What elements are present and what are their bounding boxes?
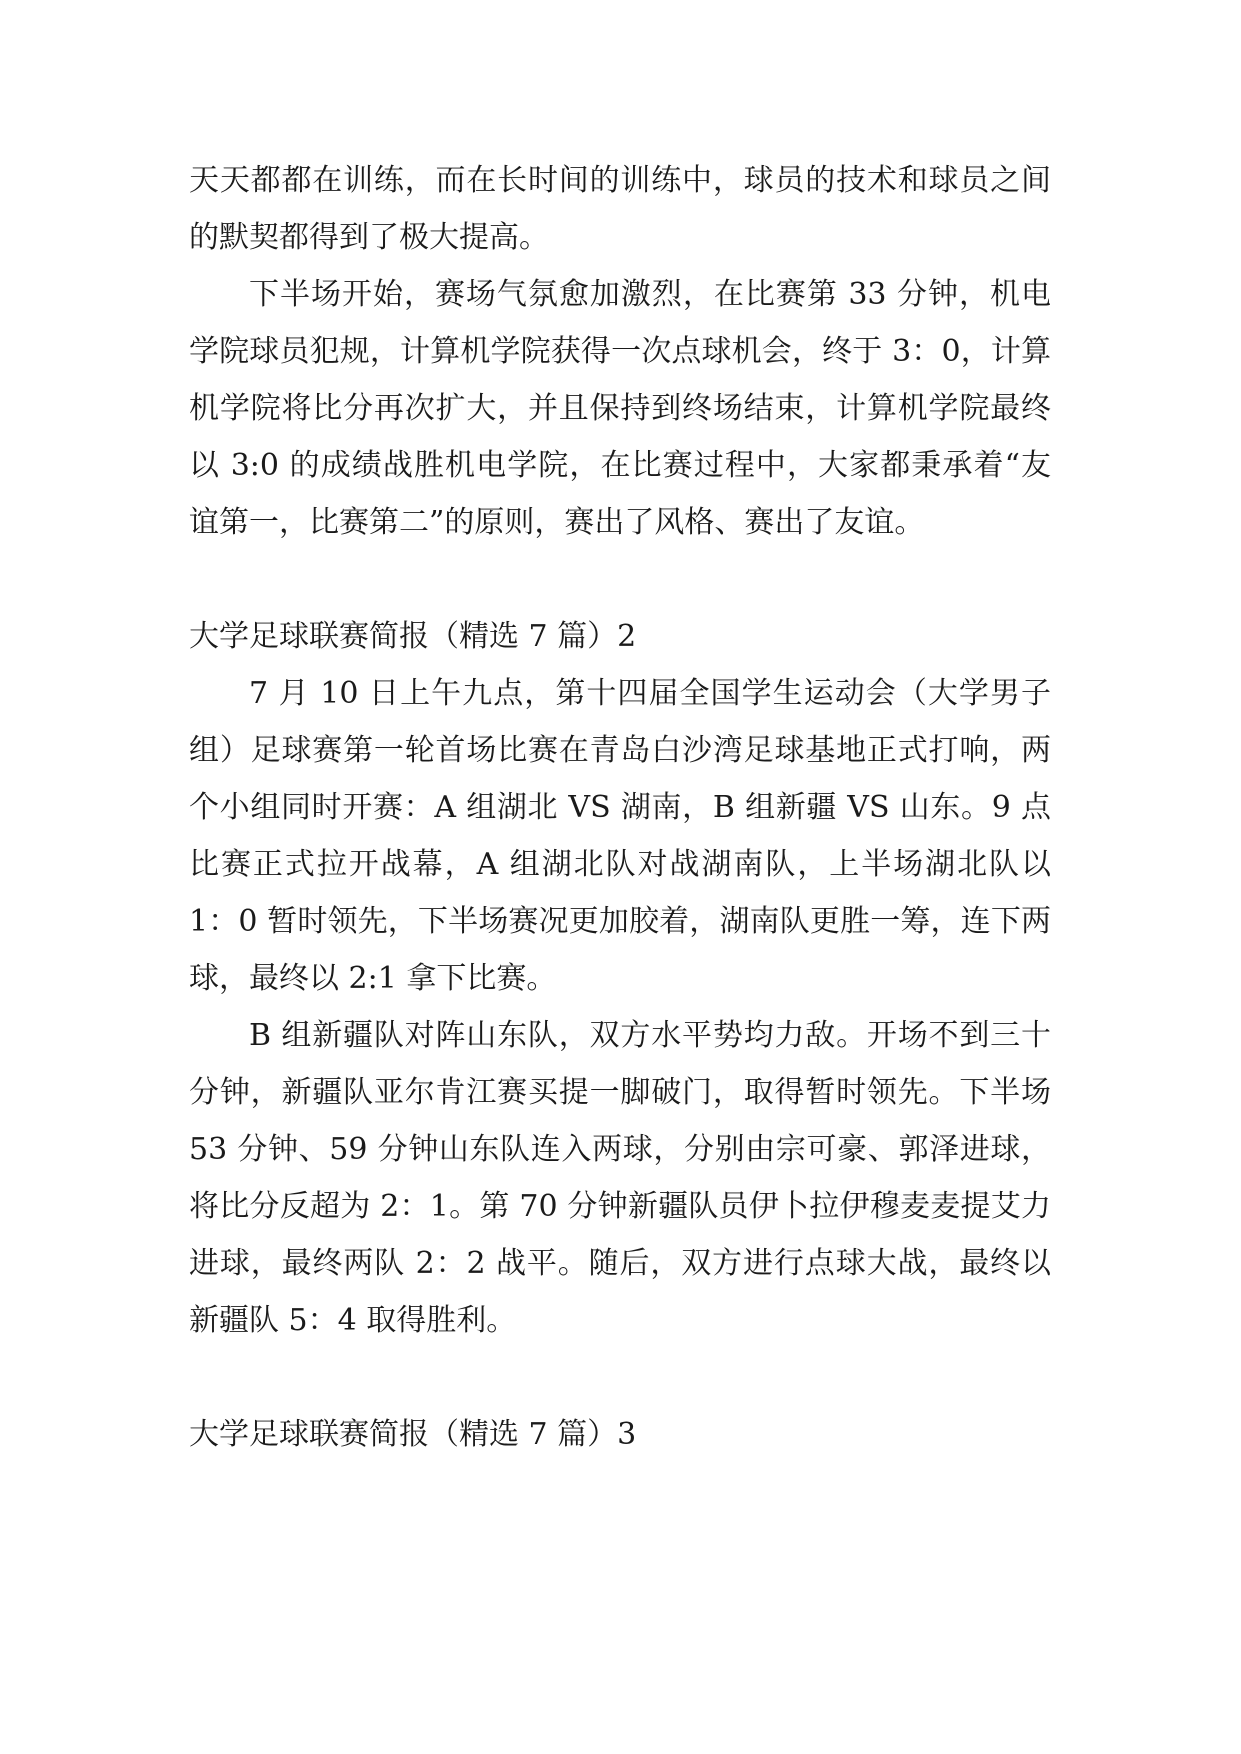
paragraph-second-half: 下半场开始，赛场气氛愈加激烈，在比赛第 33 分钟，机电学院球员犯规，计算机学院获得一次点球机会，终于 3：0，计算机学院将比分再次扩大，并且保持到终场结束，计算机学院最终以 3:0 的成绩战胜机电学院，在比赛过程中，大家都秉承着“友谊第一，比赛第二”的原则，赛出了风格、赛出了友谊。: [189, 277, 1051, 540]
paragraph-group-b-match: B 组新疆队对阵山东队，双方水平势均力敌。开场不到三十分钟，新疆队亚尔肯江赛买提一脚破门，取得暂时领先。下半场 53 分钟、59 分钟山东队连入两球，分别由宗可豪、郭泽进球，将比分反超为 2：1。第 70 分钟新疆队员伊卜拉伊穆麦麦提艾力进球，最终两队 2：2 战平。随后，双方进行点球大战，最终以新疆队 5：4 取得胜利。: [189, 1018, 1051, 1338]
paragraph-match-opening: 7 月 10 日上午九点，第十四届全国学生运动会（大学男子组）足球赛第一轮首场比赛在青岛白沙湾足球基地正式打响，两个小组同时开赛：A 组湖北 VS 湖南，B 组新疆 VS 山东。9 点比赛正式拉开战幕，A 组湖北队对战湖南队，上半场湖北队以 1：0 暂时领先，下半场赛况更加胶着，湖南队更胜一筹，连下两球，最终以 2:1 拿下比赛。: [189, 676, 1051, 996]
section-gap: [189, 551, 1051, 608]
section-heading-3: 大学足球联赛简报（精选 7 篇）3: [189, 1417, 637, 1452]
section-heading-2: 大学足球联赛简报（精选 7 篇）2: [189, 619, 637, 654]
document-body: [189, 152, 1051, 1463]
continued-paragraph: 天天都都在训练，而在长时间的训练中，球员的技术和球员之间的默契都得到了极大提高。: [189, 163, 1051, 255]
section-gap: [189, 1349, 1051, 1406]
